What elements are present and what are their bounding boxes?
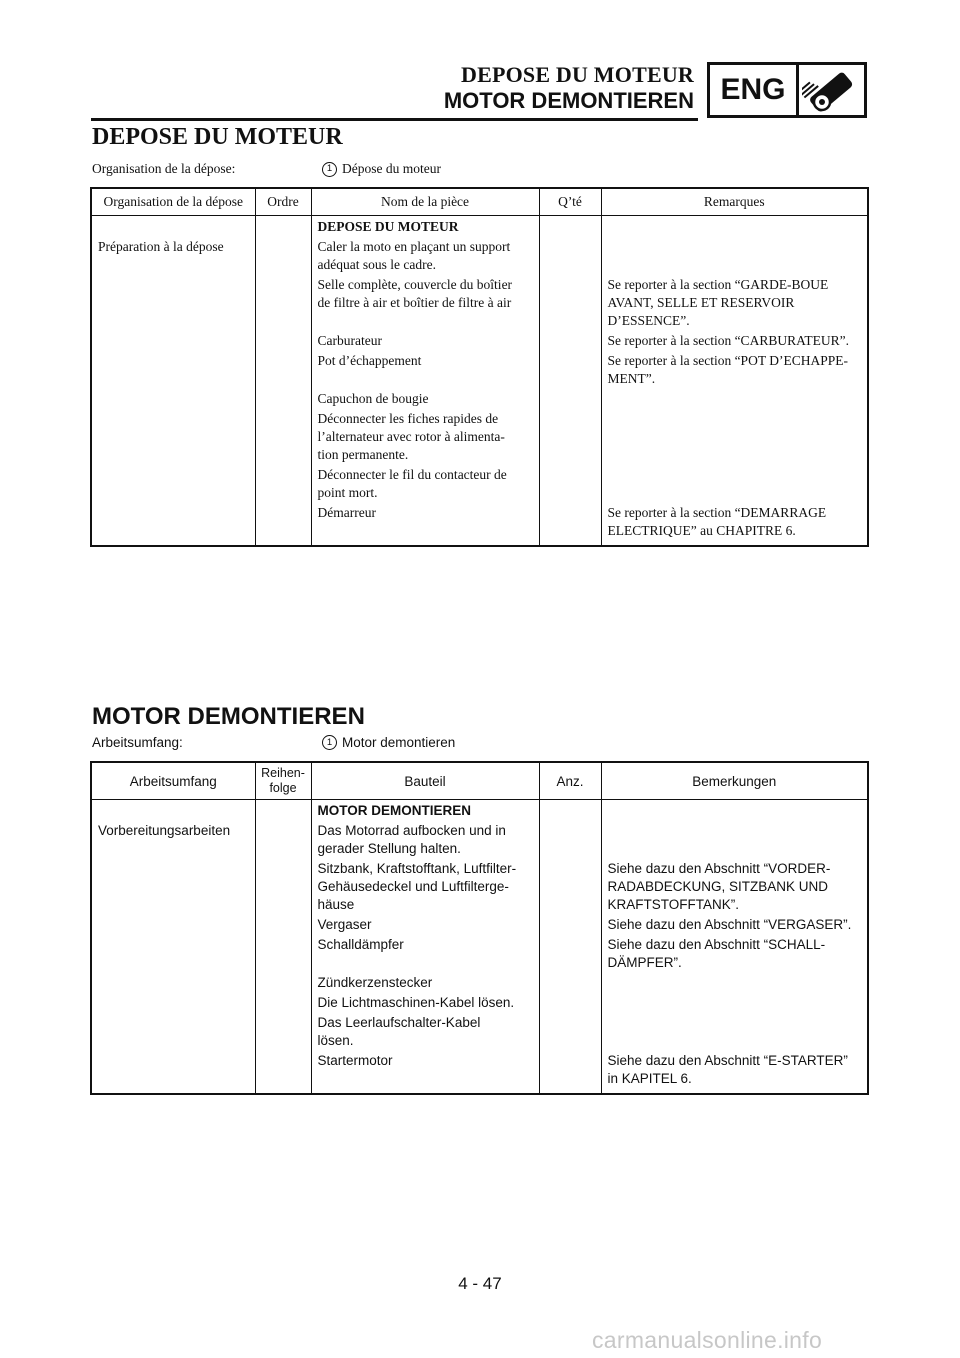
cell-part: Sitzbank, Kraftstofftank, Luftfilter- Gehäusedeckel und Luftfilterge- häuse [311, 860, 539, 916]
cell-order [255, 1014, 311, 1052]
table-row [91, 916, 868, 936]
cell-remarks: Siehe dazu den Abschnitt “VORDER- RADABDECKUNG, SITZBANK UND KRAFTSTOFFTANK”. [601, 860, 868, 916]
cell-quantity [539, 1014, 601, 1052]
cell-quantity [539, 276, 601, 332]
cell-remarks: Siehe dazu den Abschnitt “E-STARTER” in KAPITEL 6. [601, 1052, 868, 1094]
cell-order [255, 332, 311, 352]
cell-order [255, 504, 311, 546]
step-number-badge: 1 [322, 735, 337, 750]
cell-quantity [539, 822, 601, 860]
cell-remarks [601, 390, 868, 410]
parts-table-de [90, 761, 869, 1095]
header-title-de: MOTOR DEMONTIEREN [443, 88, 694, 113]
section-badge [707, 62, 867, 118]
extent-label-fr: Organisation de la dépose: [92, 161, 236, 176]
column-header: Ordre [255, 188, 311, 216]
extent-fr [322, 161, 441, 177]
table-header-row [91, 188, 868, 216]
table-row [91, 332, 868, 352]
cell-organisation [91, 916, 255, 936]
watermark: carmanualsonline.info [592, 1327, 823, 1353]
table-row [91, 800, 868, 823]
cell-part: Capuchon de bougie [311, 390, 539, 410]
cell-part: Déconnecter les fiches rapides de l’alternateur avec rotor à alimenta- tion permanente. [311, 410, 539, 466]
table-row [91, 1052, 868, 1094]
cell-part: Pot d’échappement [311, 352, 539, 390]
table-header-row [91, 762, 868, 800]
cell-part: Das Motorrad aufbocken und in gerader Stellung halten. [311, 822, 539, 860]
cell-part: Zündkerzenstecker [311, 974, 539, 994]
column-header: Bauteil [311, 762, 539, 800]
cell-order [255, 352, 311, 390]
table-row [91, 410, 868, 466]
cell-quantity [539, 216, 601, 239]
table-row [91, 974, 868, 994]
column-header: Q’té [539, 188, 601, 216]
page-number: 4 - 47 [458, 1274, 502, 1293]
cell-organisation [91, 1052, 255, 1094]
cell-quantity [539, 974, 601, 994]
cell-part: DEPOSE DU MOTEUR [311, 216, 539, 239]
extent-value-fr: Dépose du moteur [342, 161, 441, 176]
cell-order [255, 1052, 311, 1094]
table-row [91, 276, 868, 332]
cell-quantity [539, 800, 601, 823]
cell-order [255, 276, 311, 332]
cell-part: Selle complète, couvercle du boîtier de filtre à air et boîtier de filtre à air [311, 276, 539, 332]
cell-part: Démarreur [311, 504, 539, 546]
cell-order [255, 238, 311, 276]
cell-remarks: Se reporter à la section “GARDE-BOUE AVANT, SELLE ET RESERVOIR D’ESSENCE”. [601, 276, 868, 332]
cell-remarks [601, 410, 868, 466]
cell-part: Die Lichtmaschinen-Kabel lösen. [311, 994, 539, 1014]
cell-remarks: Siehe dazu den Abschnitt “SCHALL- DÄMPFER”. [601, 936, 868, 974]
cell-part: Déconnecter le fil du contacteur de point mort. [311, 466, 539, 504]
cell-order [255, 994, 311, 1014]
cell-quantity [539, 410, 601, 466]
badge-label: ENG [710, 65, 799, 115]
cell-organisation [91, 504, 255, 546]
column-header: Bemerkungen [601, 762, 868, 800]
column-header: Reihen- folge [255, 762, 311, 800]
table-row [91, 936, 868, 974]
cell-order [255, 974, 311, 994]
engine-piston-icon [799, 65, 864, 115]
cell-remarks [601, 974, 868, 994]
header-rule [91, 118, 698, 121]
cell-part: Schalldämpfer [311, 936, 539, 974]
cell-quantity [539, 238, 601, 276]
cell-organisation [91, 216, 255, 239]
column-header: Anz. [539, 762, 601, 800]
cell-quantity [539, 860, 601, 916]
cell-order [255, 822, 311, 860]
cell-organisation [91, 1014, 255, 1052]
cell-organisation [91, 936, 255, 974]
cell-order [255, 216, 311, 239]
cell-organisation [91, 974, 255, 994]
extent-de [322, 735, 455, 750]
extent-label-de: Arbeitsumfang: [92, 735, 183, 750]
table-row [91, 216, 868, 239]
section-title-fr: DEPOSE DU MOTEUR [92, 124, 343, 150]
cell-remarks [601, 216, 868, 239]
extent-value-de: Motor demontieren [342, 735, 456, 750]
cell-organisation [91, 994, 255, 1014]
cell-quantity [539, 332, 601, 352]
step-number-badge: 1 [322, 162, 337, 177]
cell-organisation [91, 390, 255, 410]
cell-quantity [539, 1052, 601, 1094]
cell-quantity [539, 352, 601, 390]
cell-remarks [601, 238, 868, 276]
cell-remarks: Se reporter à la section “DEMARRAGE ELECTRIQUE” au CHAPITRE 6. [601, 504, 868, 546]
parts-table-fr [90, 187, 869, 547]
cell-remarks [601, 994, 868, 1014]
cell-organisation [91, 410, 255, 466]
cell-organisation [91, 332, 255, 352]
cell-remarks [601, 1014, 868, 1052]
cell-quantity [539, 466, 601, 504]
table-row [91, 994, 868, 1014]
cell-remarks [601, 822, 868, 860]
cell-order [255, 410, 311, 466]
cell-remarks: Siehe dazu den Abschnitt “VERGASER”. [601, 916, 868, 936]
table-row [91, 238, 868, 276]
section-title-de: MOTOR DEMONTIEREN [92, 703, 365, 730]
table-row [91, 352, 868, 390]
cell-quantity [539, 936, 601, 974]
cell-part: Caler la moto en plaçant un support adéquat sous le cadre. [311, 238, 539, 276]
table-row [91, 390, 868, 410]
cell-part: Carburateur [311, 332, 539, 352]
cell-quantity [539, 390, 601, 410]
cell-quantity [539, 994, 601, 1014]
cell-order [255, 916, 311, 936]
table-row [91, 860, 868, 916]
cell-part: Vergaser [311, 916, 539, 936]
cell-remarks [601, 800, 868, 823]
table-row [91, 504, 868, 546]
column-header: Remarques [601, 188, 868, 216]
cell-remarks [601, 466, 868, 504]
cell-remarks: Se reporter à la section “CARBURATEUR”. [601, 332, 868, 352]
column-header: Arbeitsumfang [91, 762, 255, 800]
column-header: Organisation de la dépose [91, 188, 255, 216]
table-row [91, 822, 868, 860]
cell-quantity [539, 504, 601, 546]
cell-order [255, 800, 311, 823]
column-header: Nom de la pièce [311, 188, 539, 216]
header-title-fr: DEPOSE DU MOTEUR [461, 62, 694, 87]
cell-organisation: Vorbereitungsarbeiten [91, 822, 255, 860]
cell-organisation [91, 860, 255, 916]
cell-order [255, 390, 311, 410]
cell-order [255, 936, 311, 974]
cell-remarks: Se reporter à la section “POT D’ECHAPPE- MENT”. [601, 352, 868, 390]
cell-organisation [91, 800, 255, 823]
table-row [91, 1014, 868, 1052]
cell-organisation [91, 466, 255, 504]
cell-organisation [91, 276, 255, 332]
cell-part: MOTOR DEMONTIEREN [311, 800, 539, 823]
cell-part: Das Leerlaufschalter-Kabel lösen. [311, 1014, 539, 1052]
cell-order [255, 466, 311, 504]
table-row [91, 466, 868, 504]
cell-organisation: Préparation à la dépose [91, 238, 255, 276]
cell-part: Startermotor [311, 1052, 539, 1094]
cell-organisation [91, 352, 255, 390]
cell-order [255, 860, 311, 916]
cell-quantity [539, 916, 601, 936]
